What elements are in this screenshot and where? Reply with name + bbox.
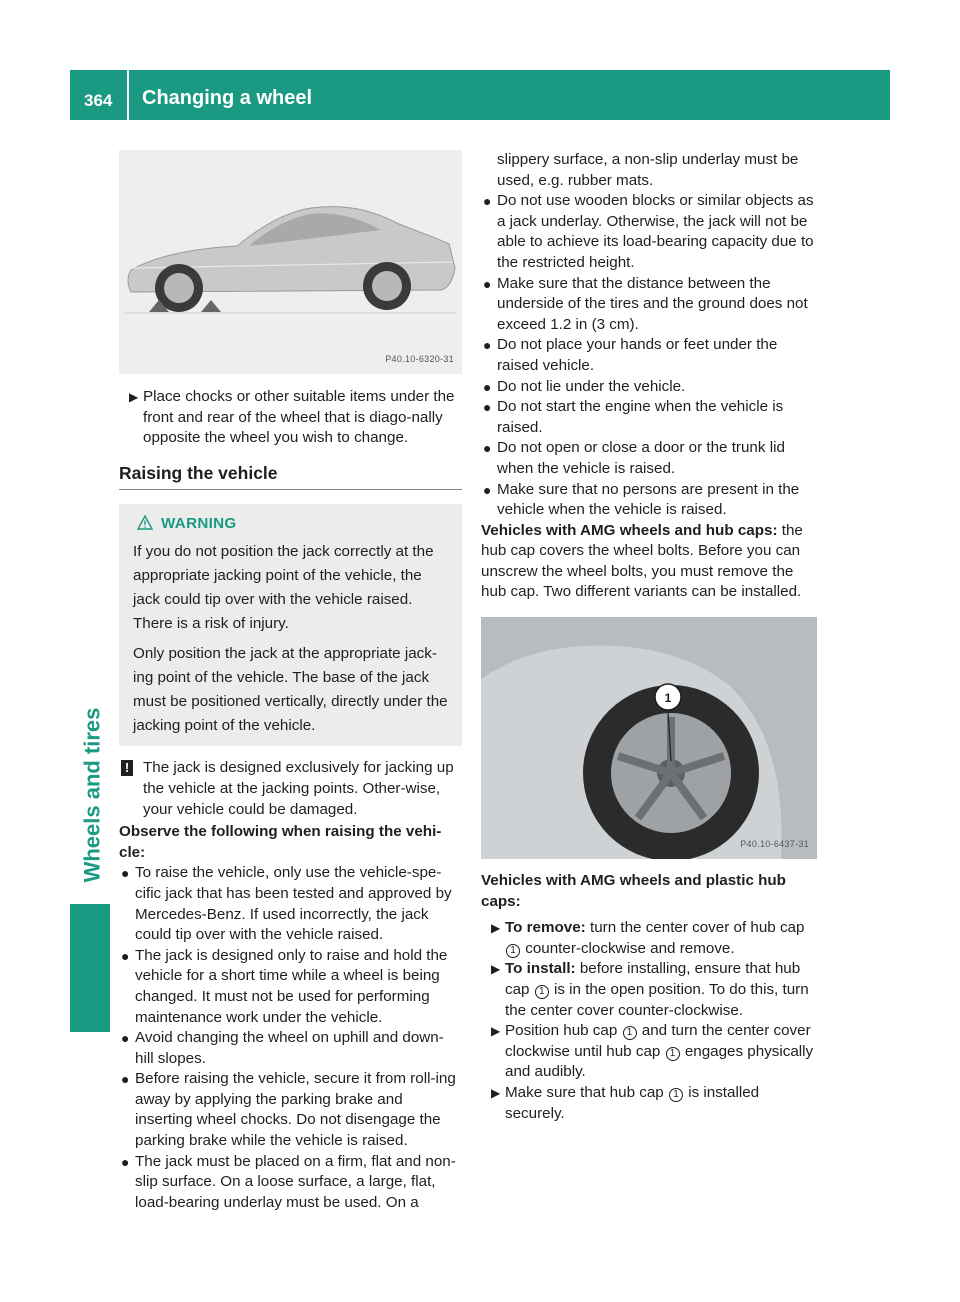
- amg-hub-text: the hub cap covers the wheel bolts. Before you can unscrew the wheel bolts, you must remove the hub cap. Two different variants can be installed.: [481, 521, 803, 601]
- page-title: Changing a wheel: [142, 87, 313, 109]
- warning-text: [133, 540, 452, 738]
- arrow-icon: ▶: [491, 962, 501, 977]
- arrow-icon: ▶: [491, 921, 501, 936]
- plastic-hub-heading: Vehicles with AMG wheels and plastic hub caps:: [481, 872, 786, 910]
- arrow-icon: ▶: [491, 1024, 501, 1039]
- step-text: counter-clockwise and remove.: [525, 939, 735, 957]
- bullet-icon: ●: [483, 193, 492, 210]
- list-item-text: Do not use wooden blocks or similar objects as a jack underlay. Otherwise, the jack will not be able to achieve its load-bearing capacity due to the restricted height.: [497, 192, 814, 271]
- list-item: [119, 863, 462, 945]
- bullet-icon: ●: [483, 275, 492, 292]
- list-item-text: The jack is designed only to raise and hold the vehicle for a short time while a wheel is being changed. It must not be used for performing maintenance work under the vehicle.: [135, 946, 448, 1026]
- section-heading: Raising the vehicle: [119, 463, 462, 491]
- list-item-text: Make sure that no persons are present in the vehicle when the vehicle is raised.: [497, 480, 800, 519]
- instruction-step: [119, 387, 462, 449]
- warning-box: [119, 504, 462, 746]
- list-item-continued: slippery surface, a non-slip underlay must be used, e.g. rubber mats.: [497, 151, 799, 189]
- warning-triangle-icon: [137, 514, 155, 538]
- step-text: and turn the center cover clockwise until hub cap: [505, 1022, 811, 1060]
- right-column: [481, 150, 817, 1124]
- list-item-text: Do not place your hands or feet under the raised vehicle.: [497, 336, 778, 374]
- list-item: [481, 377, 817, 398]
- arrow-icon: ▶: [491, 1086, 501, 1100]
- car-side-figure: [119, 150, 462, 374]
- bullet-icon: ●: [121, 1153, 130, 1170]
- notice: [119, 758, 462, 820]
- page-number: 364: [84, 91, 113, 110]
- list-item-text: Avoid changing the wheel on uphill and down-hill slopes.: [135, 1029, 444, 1067]
- instruction-step: [481, 959, 817, 1021]
- notice-icon: !: [121, 760, 133, 776]
- observe-heading: Observe the following when raising the vehi-cle:: [119, 823, 442, 861]
- step-text: turn the center cover of hub cap: [589, 919, 805, 937]
- step-text: Position hub cap: [505, 1022, 618, 1040]
- warning-paragraph: Only position the jack at the appropriate jack-ing point of the vehicle. The base of the jack must be positioned vertically, directly under the jacking point of the vehicle.: [133, 645, 448, 735]
- list-item: [119, 946, 462, 1028]
- list-item: [481, 397, 817, 438]
- figure-code: P40.10-6437-31: [740, 839, 809, 850]
- left-column: [119, 150, 462, 1213]
- callout-label: 1: [664, 691, 672, 706]
- list-item-text: Make sure that the distance between the underside of the tires and the ground does not exceed 1.2 in (3 cm).: [497, 274, 808, 333]
- warning-title-text: WARNING: [161, 515, 237, 533]
- step-text: is in the open position. To do this, turn the center cover counter-clockwise.: [505, 981, 809, 1019]
- step-text: before installing, ensure that hub cap: [505, 960, 801, 999]
- step-label: To remove:: [505, 919, 586, 937]
- list-item: [119, 1028, 462, 1069]
- side-tab-block: [70, 904, 110, 1032]
- bullet-icon: ●: [121, 1030, 130, 1047]
- list-item-text: To raise the vehicle, only use the vehicle-spe-cific jack that has been tested and approved by Mercedes-Benz. If used incorrectly, the jack could tip over with the vehicle raised.: [135, 864, 452, 944]
- list-item-text: The jack must be placed on a firm, flat and non-slip surface. On a loose surface, a large, flat, load-bearing underlay must be used. On a: [135, 1152, 456, 1211]
- list-item-text: Do not lie under the vehicle.: [497, 377, 686, 395]
- step-text: engages physically and audibly.: [505, 1042, 814, 1081]
- bullet-icon: ●: [121, 947, 130, 964]
- warning-paragraph: If you do not position the jack correctly at the appropriate jacking point of the vehicle, the jack could tip over with the vehicle raised. There is a risk of injury.: [133, 543, 434, 633]
- side-tab-label: Wheels and tires: [79, 707, 105, 883]
- notice-text: The jack is designed exclusively for jacking up the vehicle at the jacking points. Other-wise, your vehicle could be damaged.: [143, 759, 454, 818]
- step-text: Make sure that hub cap: [505, 1084, 664, 1101]
- callout-1-icon: 1: [623, 1026, 637, 1040]
- header-divider: [127, 70, 129, 120]
- wheel-hub-figure: [481, 617, 817, 859]
- instruction-step: [481, 1083, 817, 1124]
- step-text: is installed securely.: [505, 1084, 760, 1122]
- side-tab: [76, 695, 110, 895]
- instruction-step: [481, 1021, 817, 1083]
- bullet-icon: ●: [483, 378, 492, 395]
- bullet-icon: ●: [483, 399, 492, 416]
- list-item: [481, 438, 817, 479]
- step-text: Place chocks or other suitable items under the front and rear of the wheel that is diago-nally opposite the wheel you wish to change.: [143, 388, 455, 447]
- callout-1-icon: 1: [666, 1047, 680, 1061]
- list-item: [481, 274, 817, 336]
- instruction-step: [481, 918, 817, 959]
- list-item-text: Do not start the engine when the vehicle is raised.: [497, 398, 784, 436]
- list-item: [481, 191, 817, 273]
- bullet-icon: ●: [121, 865, 130, 882]
- bullet-icon: ●: [483, 337, 492, 354]
- callout-1-icon: 1: [506, 944, 520, 958]
- callout-1-icon: 1: [669, 1088, 683, 1102]
- car-side-illustration: [119, 150, 462, 374]
- list-item: [481, 335, 817, 376]
- warning-title: [133, 512, 452, 538]
- bullet-icon: ●: [483, 440, 492, 457]
- bullet-icon: ●: [121, 1071, 130, 1088]
- amg-hub-paragraph: [481, 521, 817, 603]
- list-item: [119, 1152, 462, 1214]
- list-item-text: Do not open or close a door or the trunk lid when the vehicle is raised.: [497, 439, 785, 477]
- step-label: To install:: [505, 960, 576, 978]
- bullet-icon: ●: [483, 481, 492, 498]
- list-item: [119, 1069, 462, 1151]
- figure-code: P40.10-6320-31: [385, 354, 454, 365]
- arrow-icon: ▶: [129, 390, 139, 404]
- list-item-text: Before raising the vehicle, secure it from roll-ing away by applying the parking brake and inserting wheel chocks. Do not disengage the parking brake while the vehicle is raised.: [135, 1070, 456, 1150]
- wheel-illustration: [481, 617, 817, 859]
- callout-1-icon: 1: [535, 985, 549, 999]
- list-item: [481, 480, 817, 521]
- amg-hub-heading: Vehicles with AMG wheels and hub caps:: [481, 521, 778, 539]
